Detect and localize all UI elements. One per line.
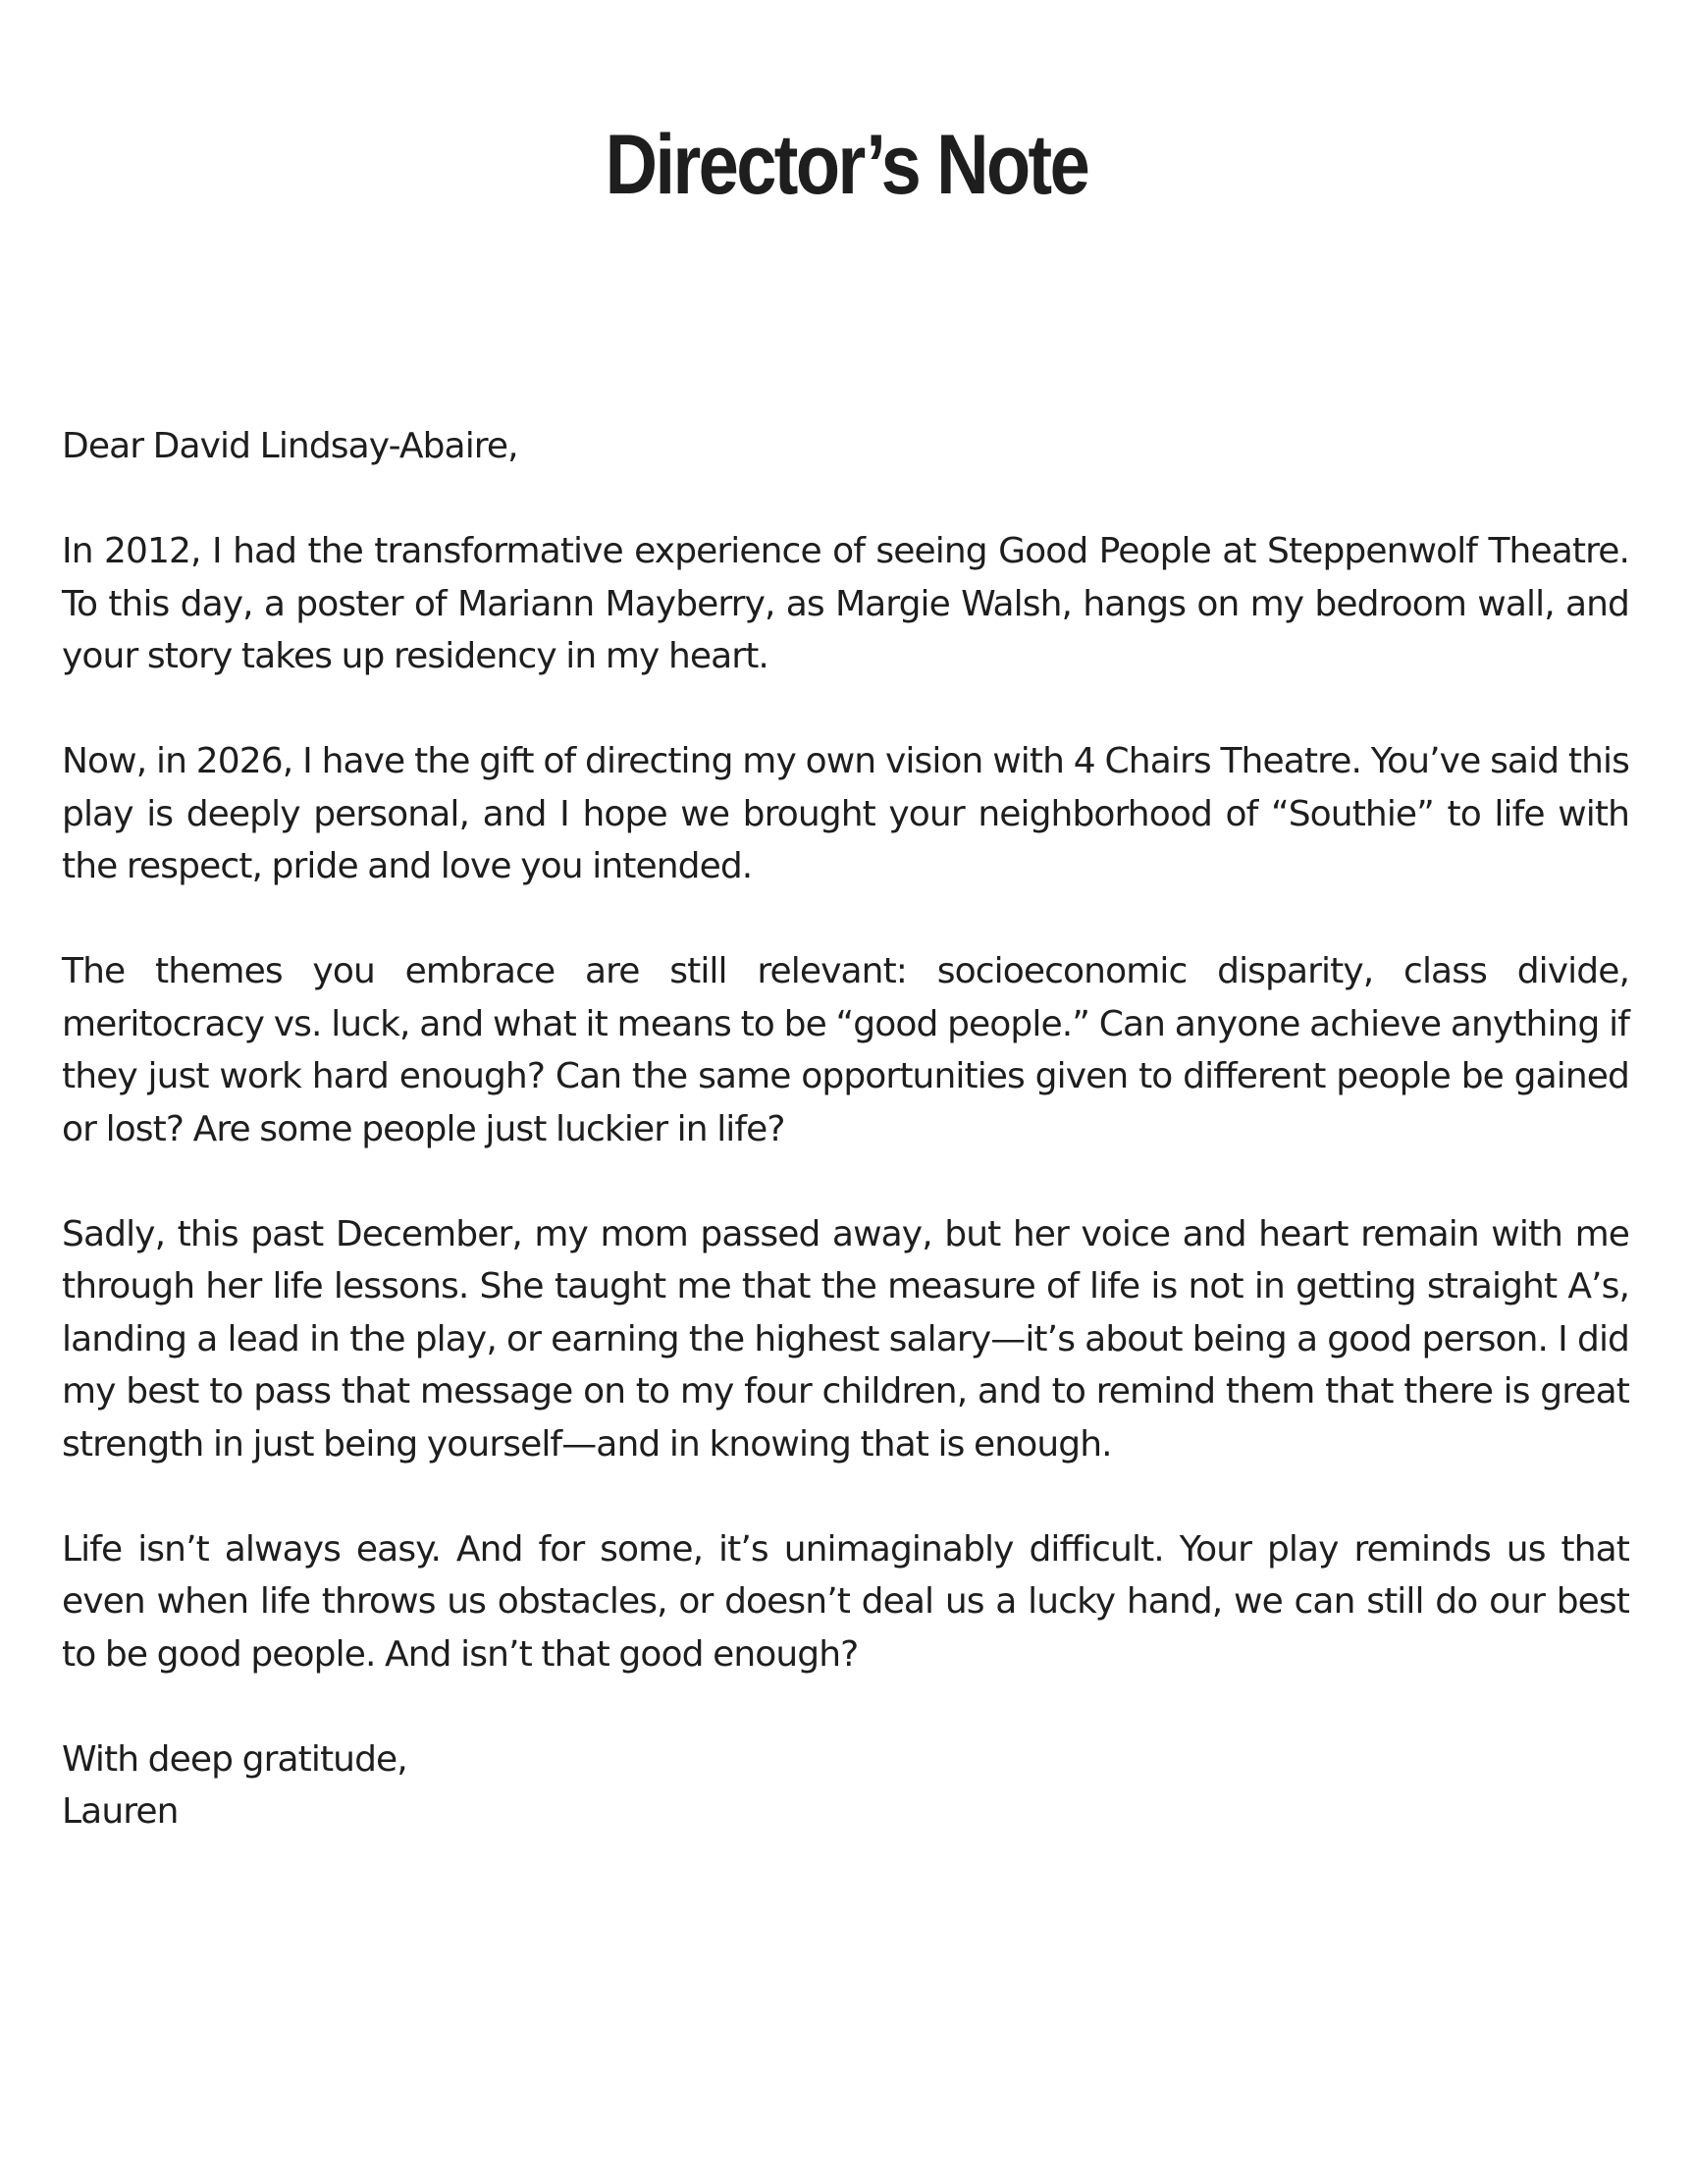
paragraph-1: In 2012, I had the transformative experience of seeing Good People at Steppenwolf Theatre. To this day, a poster of Mariann Mayberry, as Margie Walsh, hangs on my bedroom wall, and your story takes up residency in my heart. [62, 531, 1629, 676]
paragraph-2: Now, in 2026, I have the gift of directing my own vision with 4 Chairs Theatre. You’ve said this play is deeply personal, and I hope we brought your neighborhood of “Southie” to life with the respect, pride and love you intended. [62, 741, 1629, 886]
paragraph-4: Sadly, this past December, my mom passed away, but her voice and heart remain with me through her life lessons. She taught me that the measure of life is not in getting straight A’s, landing a lead in the play, or earning the highest salary—it’s about being a good person. I did my best to pass that message on to my four children, and to remind them that there is great strength in just being yourself—and in knowing that is enough. [62, 1213, 1629, 1465]
salutation: Dear David Lindsay-Abaire, [62, 426, 518, 466]
letter-body [62, 420, 1629, 1838]
paragraph-5: Life isn’t always easy. And for some, it’s unimaginably difficult. Your play reminds us that even when life throws us obstacles, or doesn’t deal us a lucky hand, we can still do our best to be good people. And isn’t that good enough? [62, 1528, 1629, 1675]
page-title: Director’s Note [605, 118, 1088, 212]
paragraph-3: The themes you embrace are still relevant: socioeconomic disparity, class divide, meritocracy vs. luck, and what it means to be “good people.” Can anyone achieve anything if they just work hard enough? Can the same opportunities given to different people be gained or lost? Are some people just luckier in life? [62, 951, 1629, 1149]
signature: Lauren [62, 1791, 179, 1832]
closing: With deep gratitude, [62, 1738, 407, 1780]
